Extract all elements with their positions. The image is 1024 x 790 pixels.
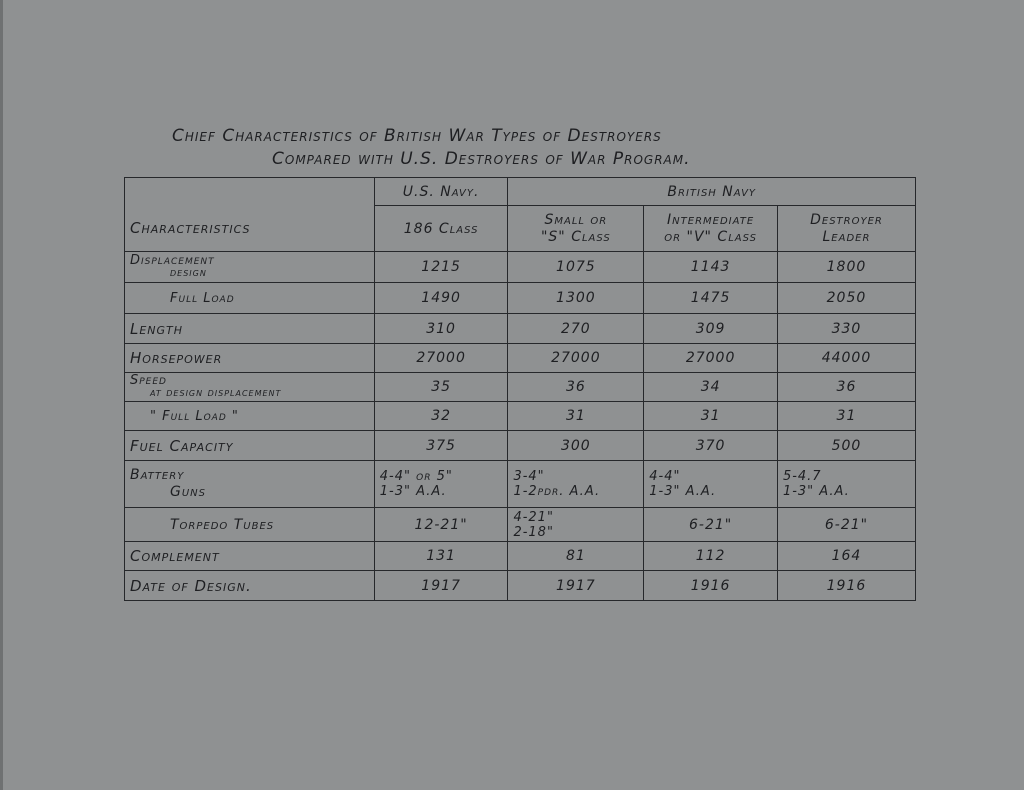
- displacement-sub-label: design: [170, 266, 207, 279]
- document-title: [140, 126, 840, 169]
- cell-value: 1215: [374, 252, 508, 283]
- date-of-design-label: Date of Design.: [130, 576, 252, 595]
- cell-value: 112: [644, 542, 778, 571]
- table-header-row-classes: [125, 206, 916, 252]
- cell-value: 1916: [777, 571, 915, 601]
- battery-line: 1-2pdr. A.A.: [513, 484, 601, 499]
- cell-value: 300: [508, 431, 644, 461]
- cell-value: 270: [508, 314, 644, 344]
- intermediate-class-line2: or "V" Class: [664, 228, 757, 245]
- length-label: Length: [130, 319, 184, 338]
- cell-value: 27000: [374, 344, 508, 373]
- battery-line: 4-4": [649, 469, 681, 484]
- battery-label: Battery: [130, 467, 185, 483]
- header-british-navy: British Navy: [508, 178, 916, 206]
- torpedo-tubes-label: Torpedo Tubes: [170, 516, 275, 533]
- label-length: [125, 314, 375, 344]
- label-speed: [125, 373, 375, 402]
- battery-line: 5-4.7: [782, 469, 822, 484]
- cell-value: 6-21": [644, 508, 778, 542]
- cell-value: 1475: [644, 283, 778, 314]
- cell-value: 375: [374, 431, 508, 461]
- row-fuel-capacity: [125, 431, 916, 461]
- scan-edge: [0, 0, 3, 790]
- row-battery-guns: [125, 461, 916, 508]
- intermediate-class-line1: Intermediate: [667, 211, 755, 228]
- row-speed-full-load: [125, 402, 916, 431]
- full-load-label: Full Load: [170, 291, 235, 306]
- small-class-line1: Small or: [544, 211, 608, 228]
- speed-sub-label: at design displacement: [150, 386, 282, 399]
- cell-value: 31: [644, 402, 778, 431]
- cell-value: 500: [777, 431, 915, 461]
- cell-value: 44000: [777, 344, 915, 373]
- battery-line: 1-3" A.A.: [782, 484, 850, 499]
- label-torpedo-tubes: [125, 508, 375, 542]
- cell-value-battery: [508, 461, 644, 508]
- header-destroyer-leader: [777, 206, 915, 252]
- table-header-row-navies: [125, 178, 916, 206]
- row-full-load: [125, 283, 916, 314]
- label-full-load: [125, 283, 375, 314]
- displacement-label: Displacement: [130, 253, 215, 268]
- cell-value: 27000: [644, 344, 778, 373]
- characteristics-label: Characteristics: [130, 219, 251, 238]
- cell-value: 34: [644, 373, 778, 402]
- header-intermediate-class: [644, 206, 778, 252]
- label-date-of-design: [125, 571, 375, 601]
- cell-value: 31: [508, 402, 644, 431]
- header-us-navy: U.S. Navy.: [374, 178, 508, 206]
- cell-value-battery: [644, 461, 778, 508]
- battery-line: 3-4": [513, 469, 545, 484]
- cell-value-battery: [374, 461, 508, 508]
- cell-value: 81: [508, 542, 644, 571]
- row-complement: [125, 542, 916, 571]
- row-horsepower: [125, 344, 916, 373]
- cell-value: 1075: [508, 252, 644, 283]
- cell-value: 1917: [508, 571, 644, 601]
- header-us-class: 186 Class: [374, 206, 508, 252]
- leader-line2: Leader: [822, 228, 871, 245]
- cell-value: 32: [374, 402, 508, 431]
- cell-value-torpedo: [508, 508, 644, 542]
- header-small-class: [508, 206, 644, 252]
- cell-value: 36: [777, 373, 915, 402]
- battery-line: 4-4" or 5": [379, 469, 453, 484]
- cell-value: 2050: [777, 283, 915, 314]
- label-fuel-capacity: [125, 431, 375, 461]
- destroyer-comparison-table: [124, 177, 916, 601]
- label-displacement: [125, 252, 375, 283]
- cell-value: 330: [777, 314, 915, 344]
- title-line-1: Chief Characteristics of British War Types of Destroyers: [172, 126, 662, 146]
- cell-value-battery: [777, 461, 915, 508]
- guns-label: Guns: [170, 484, 206, 500]
- cell-value: 1917: [374, 571, 508, 601]
- header-blank-cell: [125, 178, 375, 206]
- fuel-capacity-label: Fuel Capacity: [130, 436, 234, 455]
- cell-value: 1800: [777, 252, 915, 283]
- label-battery-guns: [125, 461, 375, 508]
- row-length: [125, 314, 916, 344]
- cell-value: 12-21": [374, 508, 508, 542]
- torpedo-line: 2-18": [513, 524, 554, 540]
- leader-line1: Destroyer: [810, 211, 883, 228]
- cell-value: 131: [374, 542, 508, 571]
- header-characteristics: [125, 206, 375, 252]
- battery-line: 1-3" A.A.: [649, 484, 717, 499]
- small-class-line2: "S" Class: [540, 228, 611, 245]
- label-complement: [125, 542, 375, 571]
- battery-line: 1-3" A.A.: [379, 484, 447, 499]
- cell-value: 31: [777, 402, 915, 431]
- cell-value: 1916: [644, 571, 778, 601]
- row-displacement: [125, 252, 916, 283]
- title-line-2: Compared with U.S. Destroyers of War Program.: [272, 149, 691, 169]
- row-torpedo-tubes: [125, 508, 916, 542]
- cell-value: 1490: [374, 283, 508, 314]
- cell-value: 164: [777, 542, 915, 571]
- speed-full-load-label: " Full Load ": [150, 409, 239, 424]
- row-date-of-design: [125, 571, 916, 601]
- label-speed-full-load: [125, 402, 375, 431]
- torpedo-line: 4-21": [513, 509, 554, 525]
- speed-label: Speed: [130, 373, 167, 388]
- cell-value: 6-21": [777, 508, 915, 542]
- cell-value: 35: [374, 373, 508, 402]
- cell-value: 1143: [644, 252, 778, 283]
- cell-value: 310: [374, 314, 508, 344]
- label-horsepower: [125, 344, 375, 373]
- cell-value: 1300: [508, 283, 644, 314]
- cell-value: 370: [644, 431, 778, 461]
- row-speed: [125, 373, 916, 402]
- cell-value: 27000: [508, 344, 644, 373]
- cell-value: 36: [508, 373, 644, 402]
- cell-value: 309: [644, 314, 778, 344]
- complement-label: Complement: [130, 547, 220, 565]
- horsepower-label: Horsepower: [130, 349, 223, 367]
